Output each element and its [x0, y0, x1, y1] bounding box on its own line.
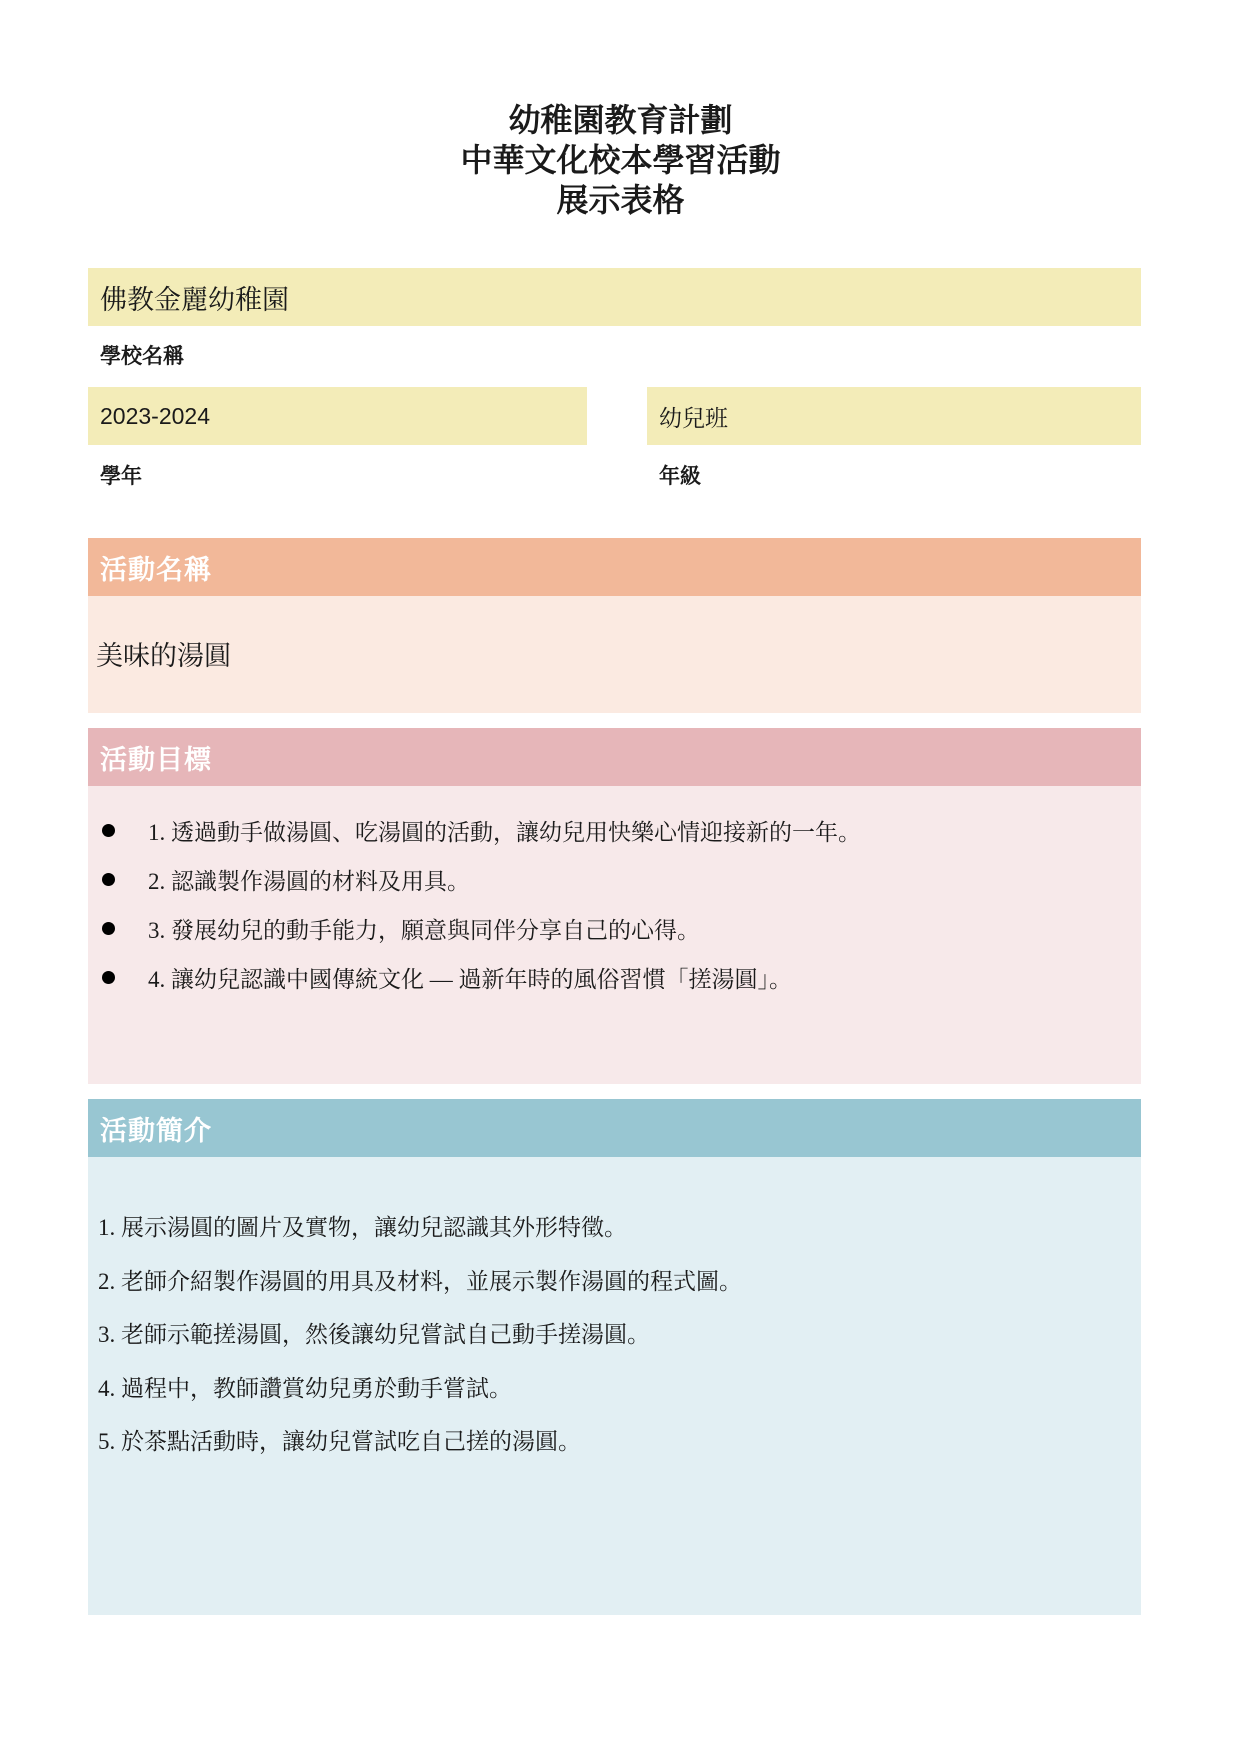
- bullet-icon: [102, 824, 115, 837]
- document-title: [0, 100, 1241, 220]
- school-name-value: 佛教金麗幼稚園: [100, 284, 289, 315]
- activity-name-value: 美味的湯圓: [96, 641, 231, 671]
- title-line-2: 中華文化校本學習活動: [460, 142, 781, 178]
- goals-list: [88, 806, 1141, 1002]
- goal-text: 3. 發展幼兒的動手能力，願意與同伴分享自己的心得。: [148, 918, 700, 943]
- list-item: 2. 老師介紹製作湯圓的用具及材料，並展示製作湯圓的程式圖。: [98, 1268, 742, 1294]
- activity-name-body[interactable]: [88, 596, 1141, 713]
- activity-name-heading: 活動名稱: [100, 554, 212, 585]
- school-name-label: 學校名稱: [100, 345, 184, 368]
- list-item: [88, 855, 1141, 904]
- goal-text: 4. 讓幼兒認識中國傳統文化 — 過新年時的風俗習慣「搓湯圓」。: [148, 967, 792, 992]
- intro-list: [98, 1199, 1151, 1467]
- school-name-field[interactable]: [88, 268, 1141, 326]
- bullet-icon: [102, 922, 115, 935]
- grade-field[interactable]: [647, 387, 1141, 445]
- list-item: 1. 展示湯圓的圖片及實物，讓幼兒認識其外形特徵。: [98, 1215, 627, 1241]
- goal-text: 2. 認識製作湯圓的材料及用具。: [148, 869, 470, 894]
- activity-intro-body[interactable]: [88, 1157, 1141, 1615]
- activity-goals-heading: 活動目標: [100, 744, 212, 775]
- list-item: [88, 953, 1141, 1002]
- list-item: 5. 於茶點活動時，讓幼兒嘗試吃自己搓的湯圓。: [98, 1429, 581, 1455]
- school-year-field[interactable]: [88, 387, 587, 445]
- bullet-icon: [102, 873, 115, 886]
- grade-value: 幼兒班: [659, 404, 728, 431]
- grade-label: 年級: [659, 465, 701, 488]
- list-item: [88, 806, 1141, 855]
- list-item: 3. 老師示範搓湯圓，然後讓幼兒嘗試自己動手搓湯圓。: [98, 1322, 650, 1348]
- list-item: [88, 904, 1141, 953]
- list-item: 4. 過程中，教師讚賞幼兒勇於動手嘗試。: [98, 1375, 512, 1401]
- activity-goals-header: [88, 728, 1141, 786]
- activity-goals-body[interactable]: [88, 786, 1141, 1084]
- school-year-value: 2023-2024: [100, 402, 210, 429]
- bullet-icon: [102, 971, 115, 984]
- activity-name-header: [88, 538, 1141, 596]
- activity-intro-header: [88, 1099, 1141, 1157]
- title-line-3: 展示表格: [556, 182, 685, 218]
- title-line-1: 幼稚園教育計劃: [508, 102, 733, 138]
- goal-text: 1. 透過動手做湯圓、吃湯圓的活動，讓幼兒用快樂心情迎接新的一年。: [148, 820, 861, 845]
- school-year-label: 學年: [100, 465, 142, 488]
- activity-intro-heading: 活動簡介: [100, 1115, 212, 1146]
